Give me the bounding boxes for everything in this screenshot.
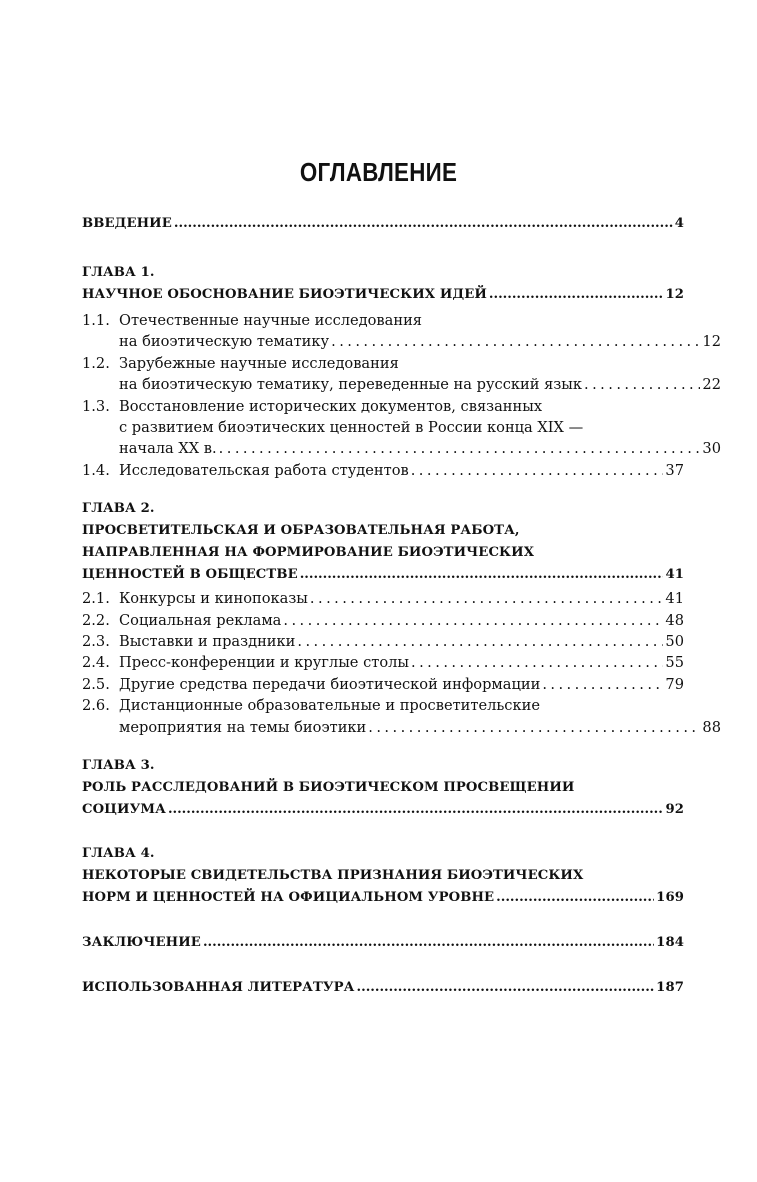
section-title-line: Пресс-конференции и круглые столы — [119, 654, 410, 672]
section-title-line: мероприятия на темы биоэтики — [119, 718, 367, 736]
dot-leader — [283, 610, 663, 631]
page-number: 30 — [702, 440, 721, 458]
toc-entry-2-5[interactable] — [82, 674, 684, 695]
chapter-title-row[interactable] — [82, 564, 684, 586]
section-number: 2.5. — [82, 675, 110, 693]
section-title-line: Другие средства передачи биоэтической информации — [119, 675, 541, 693]
dot-leader — [310, 588, 664, 609]
section-title-line: Исследовательская работа студентов — [119, 461, 409, 479]
section-title-line: Выставки и праздники — [119, 633, 296, 651]
section-number: 1.2. — [82, 354, 110, 372]
chapter-title: СОЦИУМА — [82, 802, 166, 818]
chapter-2 — [82, 498, 721, 738]
chapter-title: ПРОСВЕТИТЕЛЬСКАЯ И ОБРАЗОВАТЕЛЬНАЯ РАБОТА, — [82, 523, 520, 539]
page-number: 48 — [665, 611, 684, 629]
chapter-title: НАПРАВЛЕННАЯ НА ФОРМИРОВАНИЕ БИОЭТИЧЕСКИХ — [82, 545, 535, 561]
page-number: 169 — [656, 890, 684, 906]
toc-entry-intro[interactable] — [82, 213, 684, 235]
page-number: 187 — [656, 980, 684, 996]
section-number: 1.4. — [82, 461, 110, 479]
section-number: 1.1. — [82, 312, 110, 329]
page-number: 88 — [702, 718, 721, 736]
dot-leader — [496, 887, 654, 909]
page-number: 4 — [674, 216, 684, 231]
chapter-4 — [82, 843, 684, 909]
entry-label: ВВЕДЕНИЕ — [82, 216, 172, 231]
section-title-line: Социальная реклама — [119, 611, 282, 629]
chapter-title: НОРМ И ЦЕННОСТЕЙ НА ОФИЦИАЛЬНОМ УРОВНЕ — [82, 890, 495, 906]
section-title-line: Дистанционные образовательные и просветительские — [119, 697, 540, 715]
section-number: 2.1. — [82, 590, 110, 608]
toc-entry-2-2[interactable] — [82, 610, 684, 631]
dot-leader — [489, 284, 664, 306]
section-number: 1.3. — [82, 397, 110, 415]
chapter-title: НЕКОТОРЫЕ СВИДЕТЕЛЬСТВА ПРИЗНАНИЯ БИОЭТИЧЕСКИХ — [82, 868, 584, 884]
chapter-heading: ГЛАВА 4. — [82, 846, 155, 862]
dot-leader — [331, 331, 700, 352]
toc-entry-references[interactable] — [82, 977, 684, 999]
entry-label: ИСПОЛЬЗОВАННАЯ ЛИТЕРАТУРА — [82, 980, 355, 996]
page-number: 79 — [665, 675, 684, 693]
chapter-heading: ГЛАВА 1. — [82, 265, 155, 280]
toc-entry-2-3[interactable] — [82, 631, 684, 652]
section-title-line: Восстановление исторических документов, связанных — [119, 397, 543, 415]
chapter-title-row[interactable] — [82, 284, 684, 306]
dot-leader — [542, 674, 663, 695]
page-number: 55 — [665, 654, 684, 672]
page-number: 12 — [702, 333, 721, 351]
toc-entry-1-4[interactable] — [82, 460, 684, 481]
entry-label: ЗАКЛЮЧЕНИЕ — [82, 935, 201, 951]
dot-leader — [203, 932, 654, 954]
section-number: 2.4. — [82, 654, 110, 672]
chapter-title: РОЛЬ РАССЛЕДОВАНИЙ В БИОЭТИЧЕСКОМ ПРОСВЕЩЕНИИ — [82, 780, 575, 796]
section-number: 2.3. — [82, 633, 110, 651]
dot-leader — [174, 213, 673, 235]
toc-entry-1-2[interactable] — [82, 353, 721, 396]
chapter-1 — [82, 262, 721, 481]
section-list — [82, 588, 721, 738]
dot-leader — [368, 717, 700, 738]
section-title-line: начала XX в. — [119, 440, 217, 458]
page-title: ОГЛАВЛЕНИЕ — [299, 157, 458, 187]
page-number: 50 — [665, 633, 684, 651]
chapter-heading: ГЛАВА 2. — [82, 501, 155, 517]
section-title-line: на биоэтическую тематику, переведенные на русский язык — [119, 376, 583, 394]
chapter-title-row[interactable] — [82, 887, 684, 909]
toc-entry-2-4[interactable] — [82, 652, 684, 673]
toc — [82, 213, 721, 999]
dot-leader — [584, 374, 700, 395]
page-number: 184 — [656, 935, 684, 951]
chapter-heading: ГЛАВА 3. — [82, 758, 155, 774]
page-number: 12 — [665, 287, 684, 302]
dot-leader — [219, 438, 701, 459]
toc-entry-2-1[interactable] — [82, 588, 684, 609]
page-number: 37 — [665, 461, 684, 479]
page-number: 41 — [665, 590, 684, 608]
toc-entry-conclusion[interactable] — [82, 932, 684, 954]
dot-leader — [300, 564, 664, 586]
dot-leader — [168, 799, 664, 821]
page-number: 41 — [665, 567, 684, 583]
toc-entry-1-3[interactable] — [82, 396, 721, 460]
dot-leader — [297, 631, 663, 652]
chapter-3 — [82, 755, 684, 821]
section-title-line: Конкурсы и кинопоказы — [119, 590, 308, 608]
chapter-title-row[interactable] — [82, 799, 684, 821]
section-title-line: на биоэтическую тематику — [119, 333, 330, 351]
section-number: 2.2. — [82, 611, 110, 629]
section-number: 2.6. — [82, 697, 110, 715]
page-number: 92 — [665, 802, 684, 818]
dot-leader — [411, 652, 663, 673]
toc-entry-1-1[interactable] — [82, 310, 721, 353]
toc-entry-2-6[interactable] — [82, 695, 721, 738]
chapter-title: НАУЧНОЕ ОБОСНОВАНИЕ БИОЭТИЧЕСКИХ ИДЕЙ — [82, 287, 487, 302]
section-list — [82, 310, 721, 481]
dot-leader — [411, 460, 664, 481]
section-title-line: Отечественные научные исследования — [119, 312, 423, 329]
section-title-line: Зарубежные научные исследования — [119, 354, 399, 372]
page-number: 22 — [702, 376, 721, 394]
dot-leader — [357, 977, 655, 999]
section-title-line: с развитием биоэтических ценностей в России конца XIX — — [119, 419, 584, 437]
chapter-title: ЦЕННОСТЕЙ В ОБЩЕСТВЕ — [82, 567, 298, 583]
